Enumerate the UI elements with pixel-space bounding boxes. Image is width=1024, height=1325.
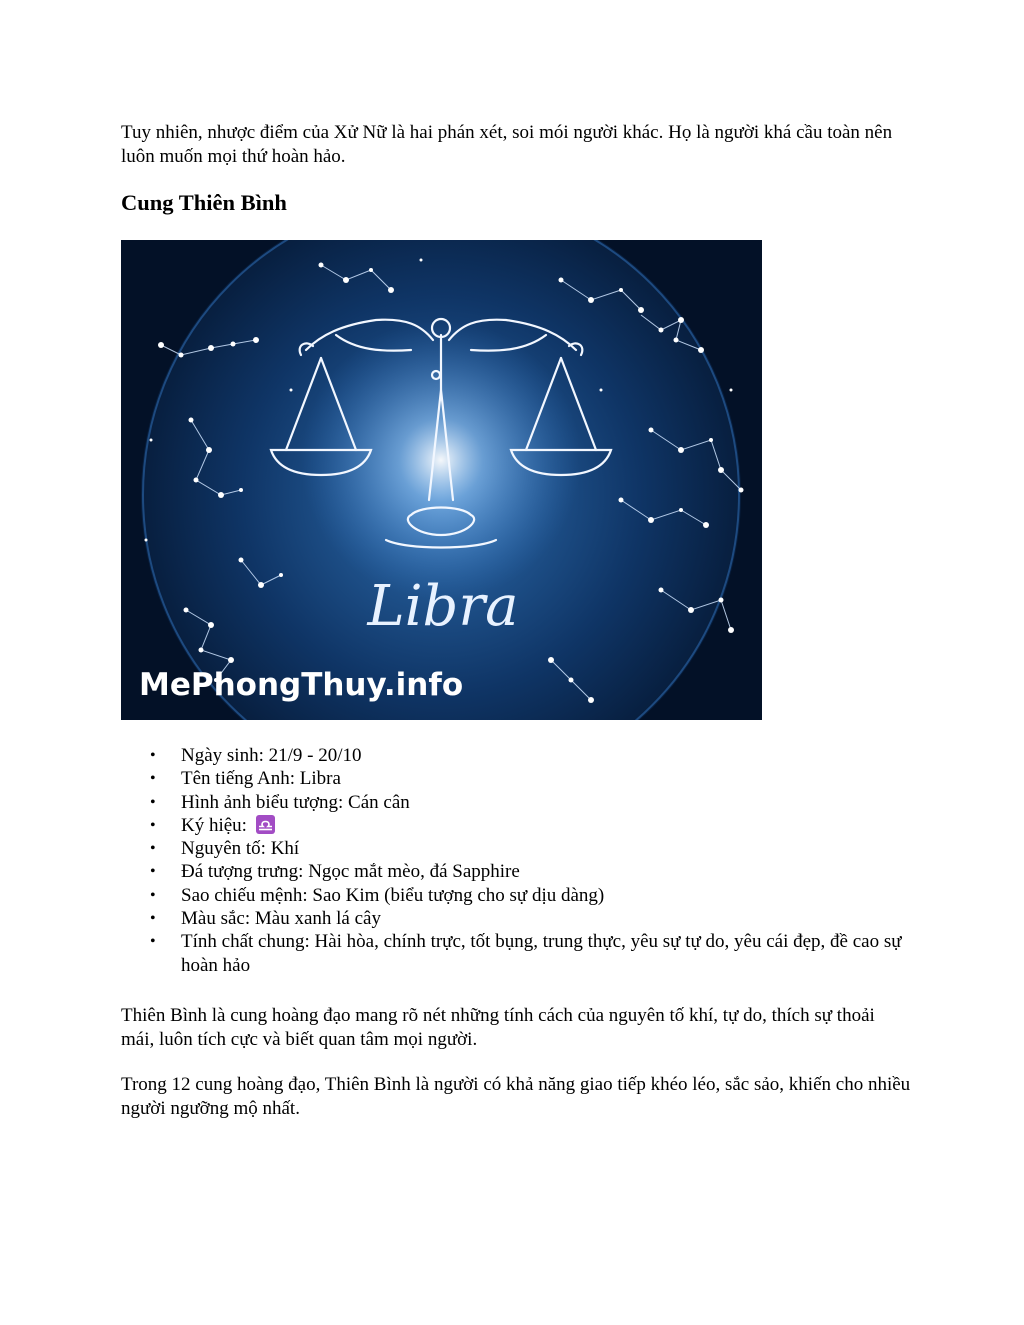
- list-item: • Ngày sinh: 21/9 - 20/10: [181, 744, 911, 767]
- body-paragraph: Trong 12 cung hoàng đạo, Thiên Bình là người có khả năng giao tiếp khéo léo, sắc sảo, khiến cho nhiều người ngưỡng mộ nhất.: [121, 1074, 911, 1119]
- list-item: • Tên tiếng Anh: Libra: [181, 767, 911, 790]
- body-paragraph: Thiên Bình là cung hoàng đạo mang rõ nét những tính cách của nguyên tố khí, tự do, thích sự thoải mái, luôn tích cực và biết quan tâm mọi người.: [121, 1005, 875, 1050]
- list-item: • Nguyên tố: Khí: [181, 837, 911, 860]
- list-item: • Tính chất chung: Hài hòa, chính trực, tốt bụng, trung thực, yêu sự tự do, yêu cái đẹp, đề cao sự hoàn hảo: [181, 930, 911, 977]
- image-watermark: MePhongThuy.info: [139, 667, 464, 703]
- list-item: • Màu sắc: Màu xanh lá cây: [181, 907, 911, 930]
- facts-list: [121, 744, 911, 977]
- libra-symbol-icon: [256, 815, 275, 834]
- intro-paragraph: Tuy nhiên, nhược điểm của Xử Nữ là hai phán xét, soi mói người khác. Họ là người khá cầu toàn nên luôn muốn mọi thứ hoàn hảo.: [121, 122, 893, 167]
- list-item: • Đá tượng trưng: Ngọc mắt mèo, đá Sapphire: [181, 860, 911, 883]
- list-item: • Ký hiệu:: [181, 814, 911, 837]
- list-item: • Hình ảnh biểu tượng: Cán cân: [181, 791, 911, 814]
- image-script-text: Libra: [367, 574, 519, 639]
- libra-zodiac-image: [121, 240, 762, 720]
- list-item: • Sao chiếu mệnh: Sao Kim (biểu tượng cho sự dịu dàng): [181, 884, 911, 907]
- section-title: Cung Thiên Bình: [121, 190, 287, 215]
